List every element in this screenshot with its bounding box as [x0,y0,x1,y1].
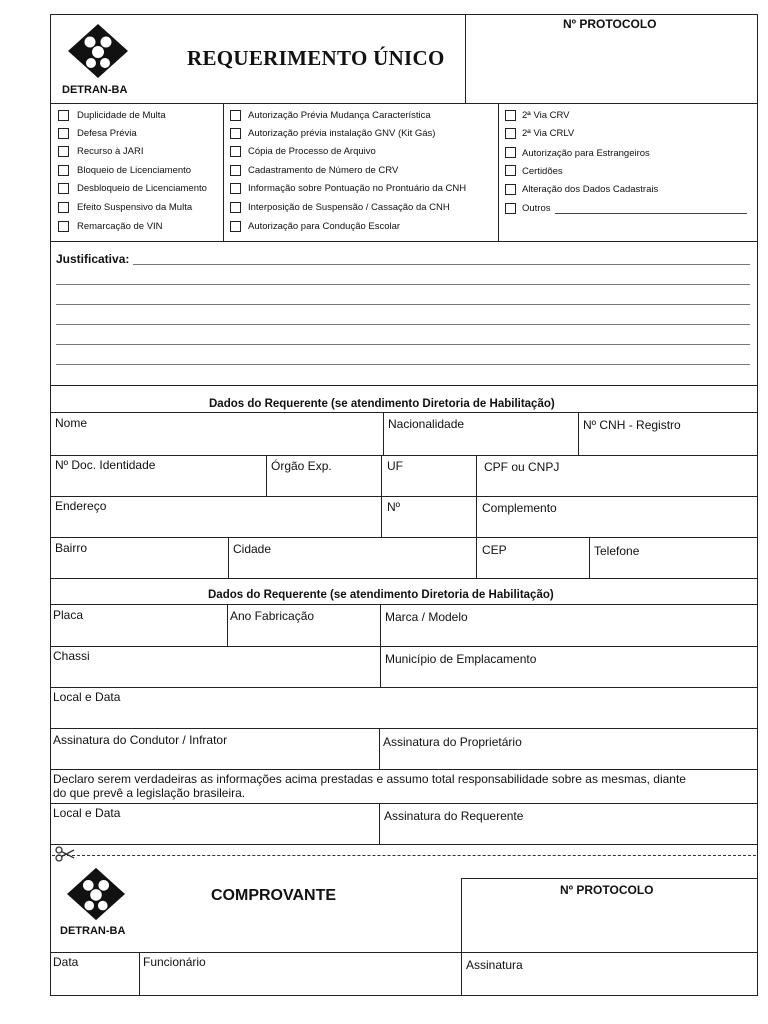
checkbox-efeito-suspensivo[interactable] [58,202,69,213]
option-label: Cópia de Processo de Arquivo [248,146,376,157]
row-line [50,646,758,647]
checkbox-certidoes[interactable] [505,165,516,176]
checkbox-estrangeiros[interactable] [505,147,516,158]
option-label: Desbloqueio de Licenciamento [77,183,207,194]
comprovante-box-top [461,878,758,879]
section1-title: Dados do Requerente (se atendimento Diretoria de Habilitação) [209,398,555,410]
checkbox-recurso-jari[interactable] [58,146,69,157]
declaracao-line-2: do que prevê a legislação brasileira. [53,786,246,800]
justificativa-line-4[interactable] [56,324,750,325]
cidade-field[interactable]: Cidade [233,542,272,556]
justificativa-line-1[interactable] [133,264,750,265]
checkbox-remarcacao-vin[interactable] [58,221,69,232]
col-line [476,455,477,578]
checkbox-kit-gas[interactable] [230,128,241,139]
option-label: Recurso à JARI [77,146,144,157]
header-divider [465,14,466,104]
option-label: 2ª Via CRLV [522,128,575,139]
col-line [383,412,384,455]
cut-line [52,855,756,856]
doc-identidade-field[interactable]: Nº Doc. Identidade [55,458,156,472]
cnh-registro-field[interactable]: Nº CNH - Registro [583,418,681,432]
checkbox-suspensao-cassacao[interactable] [230,202,241,213]
page-title: REQUERIMENTO ÚNICO [187,46,445,70]
col-line [227,604,228,646]
checkbox-outros[interactable] [505,203,516,214]
row-line [50,769,758,770]
option-label: Certidões [522,166,563,177]
detran-logo-icon [64,866,128,922]
option-label: Interposição de Suspensão / Cassação da CNH [248,202,450,213]
justificativa-line-3[interactable] [56,304,750,305]
outros-line[interactable] [555,213,747,214]
col-line [379,803,380,844]
cpf-cnpj-field[interactable]: CPF ou CNPJ [484,460,560,474]
checkbox-duplicidade-multa[interactable] [58,110,69,121]
row-line [50,728,758,729]
row-line [50,537,758,538]
comprovante-title: COMPROVANTE [211,887,337,904]
checkbox-defesa-previa[interactable] [58,128,69,139]
option-label: Autorização para Estrangeiros [522,148,650,159]
local-data-field[interactable]: Local e Data [53,690,121,704]
col-line [578,412,579,455]
col-line [228,537,229,578]
option-label: Autorização para Condução Escolar [248,221,401,232]
cep-field[interactable]: CEP [482,543,507,557]
checkbox-2via-crlv[interactable] [505,128,516,139]
option-label: Duplicidade de Multa [77,110,166,121]
scissors-icon [55,846,75,862]
assinatura-condutor-field[interactable]: Assinatura do Condutor / Infrator [53,733,228,747]
row-line [50,455,758,456]
numero-field[interactable]: Nº [387,500,401,514]
comprovante-data-field[interactable]: Data [53,955,79,969]
detran-logo-icon [66,22,130,80]
protocol-label: Nº PROTOCOLO [563,17,657,31]
checkbox-bloqueio-licenciamento[interactable] [58,165,69,176]
row-line [50,412,758,413]
option-label: Remarcação de VIN [77,221,163,232]
col-line [266,455,267,496]
ano-fabricacao-field[interactable]: Ano Fabricação [230,609,315,623]
comprovante-col-line [139,952,140,996]
justificativa-label: Justificativa: [56,252,130,266]
option-label: Autorização prévia instalação GNV (Kit Gás) [248,128,436,139]
justificativa-line-6[interactable] [56,364,750,365]
option-label: 2ª Via CRV [522,110,570,121]
row-line [50,578,758,579]
chassi-field[interactable]: Chassi [53,649,90,663]
checkbox-cadastramento-crv[interactable] [230,165,241,176]
option-label: Cadastramento de Número de CRV [248,165,399,176]
option-label: Defesa Prévia [77,128,137,139]
col-line [589,537,590,578]
row-line [50,604,758,605]
marca-modelo-field[interactable]: Marca / Modelo [385,610,468,624]
row-line [50,496,758,497]
checkbox-mudanca-caracteristica[interactable] [230,110,241,121]
option-label: Efeito Suspensivo da Multa [77,202,193,213]
nome-field[interactable]: Nome [55,416,88,430]
checkbox-copia-processo[interactable] [230,146,241,157]
comprovante-org: DETRAN-BA [60,925,126,937]
col-line [379,728,380,769]
uf-field[interactable]: UF [387,459,403,473]
checkbox-pontuacao-cnh[interactable] [230,183,241,194]
col-line [380,604,381,687]
option-label: Alteração dos Dados Cadastrais [522,184,659,195]
comprovante-assinatura-field[interactable]: Assinatura [466,958,523,972]
comprovante-funcionario-field[interactable]: Funcionário [143,955,206,969]
checkbox-alteracao-dados[interactable] [505,184,516,195]
checkbox-2via-crv[interactable] [505,110,516,121]
row-line [50,844,758,845]
section2-title: Dados do Requerente (se atendimento Diretoria de Habilitação) [208,589,554,601]
option-label: Outros [522,203,551,214]
row-line [50,803,758,804]
orgao-exp-field[interactable]: Órgão Exp. [271,459,332,473]
endereco-field[interactable]: Endereço [55,499,107,513]
declaracao-line-1: Declaro serem verdadeiras as informações acima prestadas e assumo total responsabilidade sobre as mesmas, diante [53,772,686,786]
options-divider-1 [223,103,224,241]
placa-field[interactable]: Placa [53,608,84,622]
checkbox-desbloqueio-licenciamento[interactable] [58,183,69,194]
org-name: DETRAN-BA [62,84,128,96]
comprovante-protocol-label: Nº PROTOCOLO [560,883,654,897]
checkbox-conducao-escolar[interactable] [230,221,241,232]
justificativa-line-5[interactable] [56,344,750,345]
col-line [381,455,382,537]
comprovante-box-left [461,878,462,996]
option-label: Autorização Prévia Mudança Característica [248,110,431,121]
form-frame [50,14,758,996]
bairro-field[interactable]: Bairro [55,541,88,555]
options-divider-2 [498,103,499,241]
option-label: Bloqueio de Licenciamento [77,165,192,176]
header-bottom-line [50,103,758,104]
justificativa-bottom-line [50,385,758,386]
nacionalidade-field[interactable]: Nacionalidade [388,417,465,431]
telefone-field[interactable]: Telefone [594,544,640,558]
options-bottom-line [50,241,758,242]
local-data-field-2[interactable]: Local e Data [53,806,121,820]
option-label: Informação sobre Pontuação no Prontuário da CNH [248,183,467,194]
complemento-field[interactable]: Complemento [482,501,557,515]
municipio-field[interactable]: Município de Emplacamento [385,652,537,666]
row-line [50,687,758,688]
assinatura-requerente-field[interactable]: Assinatura do Requerente [384,809,524,823]
justificativa-line-2[interactable] [56,284,750,285]
comprovante-row-line [50,952,758,953]
assinatura-proprietario-field[interactable]: Assinatura do Proprietário [383,735,522,749]
